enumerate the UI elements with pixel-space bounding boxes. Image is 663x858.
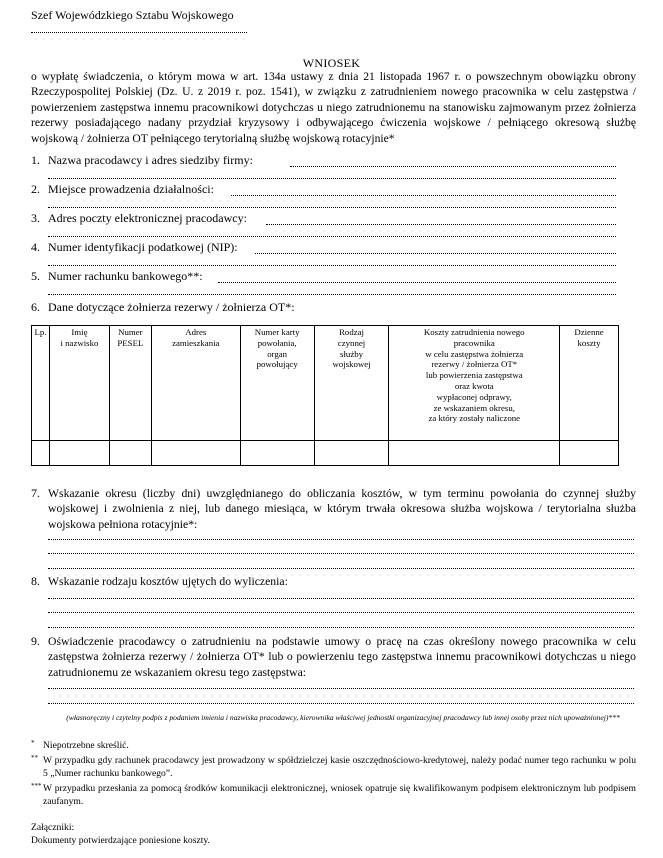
item-9-text: Oświadczenie pracodawcy o zatrudnieniu na podstawie umowy o pracę na czas określony nowego pracownika w celu zastępstwa żołnierza rezerwy / żołnierza OT* lub o powierzeniu tego zastępstwa innemu pracownikowi dotychczas u niego zatrudnionemu ze wskazaniem okresu tego zastępstwa: [48,635,636,679]
cell-costs[interactable] [389,441,560,466]
item-2-field-2[interactable] [48,207,616,208]
item-8-field-1[interactable] [48,598,634,599]
col-header-service-type: Rodzaj czynnej służby wojskowej [314,326,389,441]
item-number: 3. [31,211,40,225]
footnote-text: W przypadku gdy rachunek pracodawcy jest prowadzony w spółdzielczej kasie oszczędnościowo-kredytowej, należy podać numer tego rachunku w polu 5 „Numer rachunku bankowego”. [43,755,636,779]
item-8-number: 8. [31,574,40,588]
cell-pesel[interactable] [109,441,151,466]
item-3-field-2[interactable] [48,236,616,237]
footnote-text: Niepotrzebne skreślić. [43,740,129,751]
footnote-1 [31,740,636,753]
item-8-text: Wskazanie rodzaju kosztów ujętych do wyliczenia: [48,575,288,588]
footnote-text: W przypadku przesłania za pomocą środków komunikacji elektronicznej, wniosek opatruje się kwalifikowanym podpisem elektronicznym lub podpisem zaufanym. [43,783,636,807]
item-7-text: Wskazanie okresu (liczby dni) uwzględnianego do obliczania kosztów, w tym terminu powołania do czynnej służby wojskowej i zwolnienia z niej, lub danego miesiąca, w którym trwała okresowa służba wojskowa / terytorialna służba wojskowa pełniona rotacyjnie*: [48,487,636,531]
item-7-field-3[interactable] [48,568,634,569]
footnote-3 [31,783,636,809]
col-header-address: Adres zamieszkania [151,326,240,441]
attachments-label: Załączniki: [31,822,75,833]
item-number: 2. [31,182,40,196]
table-header-row [32,326,619,441]
item-7-number: 7. [31,486,40,500]
item-number: 6. [31,300,40,314]
item-9-number: 9. [31,634,40,648]
item-9-field-2[interactable] [48,703,634,704]
item-8-field-3[interactable] [48,627,634,628]
cell-call-card[interactable] [240,441,314,466]
footnote-mark: * [31,739,35,747]
header-institution: Szef Wojewódzkiego Sztabu Wojskowego [31,8,234,22]
table-row [32,441,619,466]
cell-name[interactable] [49,441,109,466]
item-label: Numer rachunku bankowego**: [48,269,203,283]
footnote-2 [31,755,636,781]
item-5-field[interactable] [218,282,616,283]
item-7-field-1[interactable] [48,539,634,540]
col-header-pesel: Numer PESEL [109,326,151,441]
footnote-mark: ** [31,754,38,762]
item-8-field-2[interactable] [48,612,634,613]
item-label: Numer identyfikacji podatkowej (NIP): [48,240,238,254]
header-dotted-line[interactable] [31,32,247,33]
col-header-costs: Koszty zatrudnienia nowego pracownika w celu zastępstwa żołnierza rezerwy / żołnierza OT* lub powierzenia zastępstwa oraz kwota wypłaconej odprawy, ze wskazaniem okresu, za który zostały naliczone [389,326,560,441]
document-intro: o wypłatę świadczenia, o którym mowa w art. 134a ustawy z dnia 21 listopada 1967 r. o powszechnym obowiązku obrony Rzeczypospolitej Polskiej (Dz. U. z 2019 r. poz. 1541), w związku z zatrudnieniem nowego pracownika w celu zastępstwa / powierzeniem zastępstwa innemu pracownikowi dotychczas u niego zatrudnionemu na stanowisku zajmowanym przez żołnierza rezerwy posiadającego nadany przydział kryzysowy i odbywającego ćwiczenia wojskowe / pełniącego okresową służbę wojskową / żołnierza OT pełniącego terytorialną służbę wojskową rotacyjnie* [31,70,636,145]
col-header-name: Imię i nazwisko [49,326,109,441]
item-label: Dane dotyczące żołnierza rezerwy / żołnierza OT*: [48,300,295,314]
document-title: WNIOSEK [302,56,361,70]
col-header-daily-costs: Dzienne koszty [560,326,619,441]
attachments-text: Dokumenty potwierdzające poniesione koszty. [31,835,210,846]
item-9-field-1[interactable] [48,688,634,689]
item-number: 5. [31,269,40,283]
item-1-field-2[interactable] [48,178,616,179]
col-header-lp: Lp. [32,326,50,441]
item-3-field[interactable] [266,224,616,225]
item-number: 4. [31,240,40,254]
item-2-field[interactable] [231,195,616,196]
item-7-field-2[interactable] [48,553,634,554]
cell-service-type[interactable] [314,441,389,466]
item-label: Miejsce prowadzenia działalności: [48,182,214,196]
item-4-field-2[interactable] [48,265,616,266]
cell-lp[interactable] [32,441,50,466]
item-label: Adres poczty elektronicznej pracodawcy: [48,211,247,225]
col-header-call-card: Numer karty powołania, organ powołujący [240,326,314,441]
item-5-field-2[interactable] [48,294,616,295]
cell-daily-costs[interactable] [560,441,619,466]
cell-address[interactable] [151,441,240,466]
footnote-mark: *** [31,782,42,790]
signature-note: (własnoręczny i czytelny podpis z podaniem imienia i nazwiska pracodawcy, kierownika właściwej jednostki organizacyjnej pracodawcy lub innej osoby przez nich upoważnionej)*** [66,713,620,722]
item-number: 1. [31,153,40,167]
item-4-field[interactable] [255,253,616,254]
soldier-data-table [31,325,619,466]
item-1-field[interactable] [290,166,616,167]
item-label: Nazwa pracodawcy i adres siedziby firmy: [48,153,253,167]
